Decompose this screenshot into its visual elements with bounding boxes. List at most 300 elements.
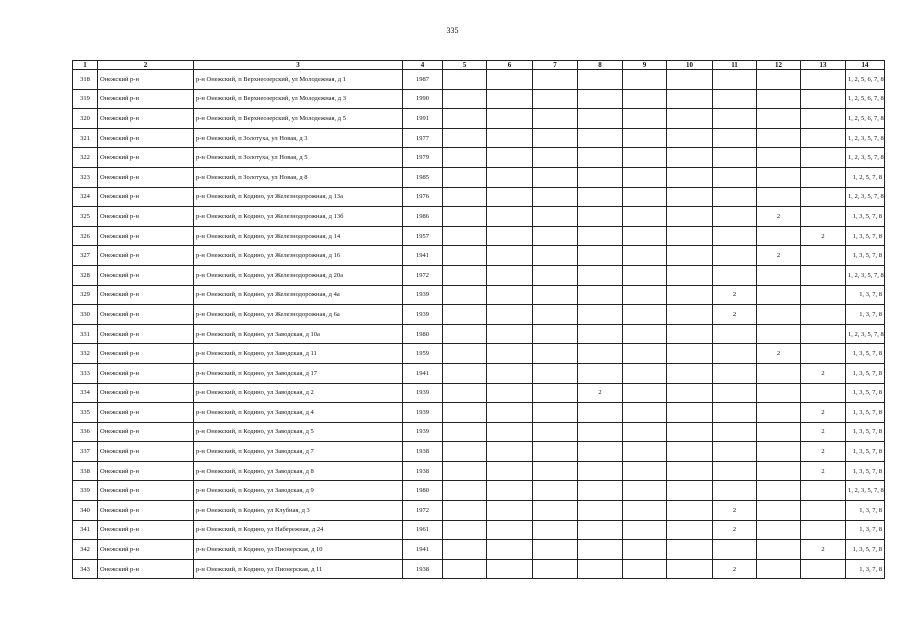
district-cell: Онежский р-н (98, 540, 194, 560)
row-number: 340 (73, 501, 98, 521)
value-cell (713, 344, 757, 364)
value-cell (578, 89, 623, 109)
district-cell: Онежский р-н (98, 265, 194, 285)
value-cell (533, 305, 578, 325)
table-row (73, 520, 885, 540)
address-cell: р-н Онежский, п Золотуха, ул Новая, д 3 (194, 128, 403, 148)
value-cell (667, 70, 713, 90)
value-cell (801, 383, 846, 403)
column-header: 3 (194, 61, 403, 70)
district-cell: Онежский р-н (98, 148, 194, 168)
row-number: 322 (73, 148, 98, 168)
address-cell: р-н Онежский, п Кодино, ул Пионерская, д 11 (194, 559, 403, 579)
row-number: 326 (73, 226, 98, 246)
value-cell (801, 344, 846, 364)
value-cell (443, 363, 487, 383)
row-number: 323 (73, 167, 98, 187)
value-cell (667, 501, 713, 521)
address-cell: р-н Онежский, п Кодино, ул Заводская, д 4 (194, 403, 403, 423)
address-cell: р-н Онежский, п Верхнеозерский, ул Молодежная, д 5 (194, 109, 403, 129)
row-number: 332 (73, 344, 98, 364)
value-cell (757, 403, 801, 423)
value-cell (533, 501, 578, 521)
value-cell (443, 442, 487, 462)
value-cell (667, 422, 713, 442)
column-header: 12 (757, 61, 801, 70)
address-cell: р-н Онежский, п Кодино, ул Заводская, д 10а (194, 324, 403, 344)
table-row (73, 167, 885, 187)
value-cell (801, 481, 846, 501)
year-cell: 1972 (403, 265, 443, 285)
value-cell (801, 109, 846, 129)
value-cell (801, 265, 846, 285)
value-cell (713, 128, 757, 148)
codes-cell: 1, 3, 5, 7, 8 (846, 461, 885, 481)
value-cell (713, 167, 757, 187)
value-cell (443, 383, 487, 403)
value-cell (487, 344, 533, 364)
row-number: 330 (73, 305, 98, 325)
value-cell (667, 207, 713, 227)
codes-cell: 1, 3, 5, 7, 8 (846, 246, 885, 266)
value-cell (757, 461, 801, 481)
value-cell (533, 285, 578, 305)
value-cell (757, 383, 801, 403)
codes-cell: 1, 2, 5, 6, 7, 8 (846, 70, 885, 90)
district-cell: Онежский р-н (98, 442, 194, 462)
table-row (73, 265, 885, 285)
year-cell: 1985 (403, 167, 443, 187)
column-header: 1 (73, 61, 98, 70)
address-cell: р-н Онежский, п Кодино, ул Пионерская, д 10 (194, 540, 403, 560)
value-cell (487, 109, 533, 129)
value-cell (667, 167, 713, 187)
table-row (73, 363, 885, 383)
value-cell (623, 363, 667, 383)
table-row (73, 383, 885, 403)
district-cell: Онежский р-н (98, 501, 194, 521)
value-cell (667, 520, 713, 540)
value-cell (443, 285, 487, 305)
value-cell (623, 403, 667, 423)
row-number: 339 (73, 481, 98, 501)
value-cell (713, 70, 757, 90)
value-cell (487, 324, 533, 344)
value-cell (757, 109, 801, 129)
district-cell: Онежский р-н (98, 403, 194, 423)
year-cell: 1939 (403, 383, 443, 403)
value-cell (533, 383, 578, 403)
value-cell (578, 363, 623, 383)
value-cell (623, 461, 667, 481)
value-cell: 2 (578, 383, 623, 403)
value-cell (713, 363, 757, 383)
value-cell (443, 246, 487, 266)
value-cell (578, 70, 623, 90)
year-cell: 1980 (403, 481, 443, 501)
codes-cell: 1, 3, 5, 7, 8 (846, 226, 885, 246)
value-cell (757, 70, 801, 90)
value-cell (801, 207, 846, 227)
value-cell (757, 226, 801, 246)
year-cell: 1939 (403, 422, 443, 442)
value-cell (757, 187, 801, 207)
value-cell (667, 540, 713, 560)
year-cell: 1959 (403, 344, 443, 364)
address-cell: р-н Онежский, п Кодино, ул Заводская, д 8 (194, 461, 403, 481)
column-header: 13 (801, 61, 846, 70)
row-number: 327 (73, 246, 98, 266)
value-cell (443, 344, 487, 364)
year-cell: 1938 (403, 461, 443, 481)
header-row (73, 61, 885, 70)
year-cell: 1938 (403, 442, 443, 462)
row-number: 321 (73, 128, 98, 148)
year-cell: 1986 (403, 207, 443, 227)
value-cell (801, 324, 846, 344)
value-cell (801, 167, 846, 187)
value-cell (578, 481, 623, 501)
value-cell (757, 520, 801, 540)
value-cell (533, 167, 578, 187)
table-row (73, 246, 885, 266)
value-cell (443, 540, 487, 560)
row-number: 338 (73, 461, 98, 481)
value-cell (578, 442, 623, 462)
district-cell: Онежский р-н (98, 324, 194, 344)
value-cell (443, 461, 487, 481)
district-cell: Онежский р-н (98, 285, 194, 305)
district-cell: Онежский р-н (98, 559, 194, 579)
value-cell (667, 89, 713, 109)
value-cell (667, 383, 713, 403)
district-cell: Онежский р-н (98, 383, 194, 403)
codes-cell: 1, 3, 7, 8 (846, 501, 885, 521)
value-cell (713, 187, 757, 207)
row-number: 320 (73, 109, 98, 129)
address-cell: р-н Онежский, п Кодино, ул Железнодорожная, д 4а (194, 285, 403, 305)
value-cell (757, 422, 801, 442)
district-cell: Онежский р-н (98, 422, 194, 442)
value-cell (667, 403, 713, 423)
column-header: 4 (403, 61, 443, 70)
value-cell (757, 363, 801, 383)
value-cell (487, 520, 533, 540)
value-cell (533, 207, 578, 227)
value-cell: 2 (713, 305, 757, 325)
table-row (73, 89, 885, 109)
row-number: 331 (73, 324, 98, 344)
year-cell: 1939 (403, 305, 443, 325)
column-header: 10 (667, 61, 713, 70)
value-cell (757, 481, 801, 501)
value-cell (801, 305, 846, 325)
value-cell (757, 265, 801, 285)
value-cell (443, 520, 487, 540)
value-cell (623, 285, 667, 305)
value-cell (533, 226, 578, 246)
value-cell (757, 285, 801, 305)
table-row (73, 128, 885, 148)
table-row (73, 403, 885, 423)
value-cell (801, 70, 846, 90)
codes-cell: 1, 3, 5, 7, 8 (846, 383, 885, 403)
row-number: 343 (73, 559, 98, 579)
value-cell: 2 (801, 226, 846, 246)
value-cell (578, 422, 623, 442)
value-cell (667, 265, 713, 285)
value-cell (623, 128, 667, 148)
value-cell (487, 207, 533, 227)
address-cell: р-н Онежский, п Кодино, ул Железнодорожная, д 6а (194, 305, 403, 325)
value-cell (623, 207, 667, 227)
value-cell (667, 109, 713, 129)
value-cell (487, 285, 533, 305)
year-cell: 1979 (403, 148, 443, 168)
value-cell (487, 89, 533, 109)
address-cell: р-н Онежский, п Кодино, ул Заводская, д 9 (194, 481, 403, 501)
value-cell (667, 363, 713, 383)
value-cell (623, 148, 667, 168)
table-row (73, 187, 885, 207)
value-cell (713, 265, 757, 285)
value-cell (487, 148, 533, 168)
value-cell (801, 559, 846, 579)
column-header: 14 (846, 61, 885, 70)
value-cell (533, 70, 578, 90)
value-cell (578, 265, 623, 285)
value-cell (623, 305, 667, 325)
value-cell (443, 265, 487, 285)
row-number: 324 (73, 187, 98, 207)
value-cell (578, 344, 623, 364)
value-cell (801, 187, 846, 207)
value-cell (533, 324, 578, 344)
value-cell: 2 (713, 559, 757, 579)
value-cell (578, 403, 623, 423)
value-cell (667, 442, 713, 462)
value-cell (713, 324, 757, 344)
year-cell: 1980 (403, 324, 443, 344)
value-cell (667, 128, 713, 148)
value-cell: 2 (801, 363, 846, 383)
codes-cell: 1, 3, 5, 7, 8 (846, 344, 885, 364)
address-cell: р-н Онежский, п Кодино, ул Железнодорожная, д 20а (194, 265, 403, 285)
value-cell (578, 109, 623, 129)
table-row (73, 344, 885, 364)
row-number: 334 (73, 383, 98, 403)
year-cell: 1939 (403, 285, 443, 305)
district-cell: Онежский р-н (98, 128, 194, 148)
value-cell (443, 422, 487, 442)
value-cell: 2 (757, 207, 801, 227)
value-cell (667, 344, 713, 364)
column-header: 6 (487, 61, 533, 70)
value-cell (801, 148, 846, 168)
value-cell (757, 305, 801, 325)
year-cell: 1976 (403, 187, 443, 207)
value-cell (443, 559, 487, 579)
value-cell (533, 481, 578, 501)
table-row (73, 324, 885, 344)
codes-cell: 1, 3, 5, 7, 8 (846, 422, 885, 442)
value-cell (623, 481, 667, 501)
value-cell (578, 520, 623, 540)
value-cell (623, 422, 667, 442)
table-row (73, 559, 885, 579)
address-cell: р-н Онежский, п Золотуха, ул Новая, д 8 (194, 167, 403, 187)
value-cell (487, 461, 533, 481)
value-cell (713, 442, 757, 462)
codes-cell: 1, 3, 5, 7, 8 (846, 363, 885, 383)
value-cell (623, 559, 667, 579)
value-cell (443, 70, 487, 90)
year-cell: 1939 (403, 403, 443, 423)
value-cell (623, 226, 667, 246)
value-cell (533, 442, 578, 462)
column-header: 9 (623, 61, 667, 70)
value-cell (667, 305, 713, 325)
codes-cell: 1, 2, 5, 6, 7, 8 (846, 89, 885, 109)
value-cell (487, 363, 533, 383)
value-cell (801, 285, 846, 305)
value-cell (578, 167, 623, 187)
value-cell (487, 559, 533, 579)
value-cell (578, 128, 623, 148)
address-cell: р-н Онежский, п Кодино, ул Заводская, д 5 (194, 422, 403, 442)
value-cell (443, 128, 487, 148)
value-cell (578, 246, 623, 266)
district-cell: Онежский р-н (98, 363, 194, 383)
row-number: 342 (73, 540, 98, 560)
district-cell: Онежский р-н (98, 305, 194, 325)
value-cell: 2 (713, 285, 757, 305)
address-cell: р-н Онежский, п Кодино, ул Заводская, д 11 (194, 344, 403, 364)
value-cell (623, 70, 667, 90)
value-cell (578, 461, 623, 481)
year-cell: 1941 (403, 246, 443, 266)
table-row (73, 148, 885, 168)
table-row (73, 461, 885, 481)
value-cell (667, 324, 713, 344)
codes-cell: 1, 2, 3, 5, 7, 8 (846, 187, 885, 207)
value-cell: 2 (801, 403, 846, 423)
value-cell (487, 383, 533, 403)
value-cell (713, 461, 757, 481)
value-cell (533, 520, 578, 540)
value-cell (578, 285, 623, 305)
district-cell: Онежский р-н (98, 520, 194, 540)
year-cell: 1972 (403, 501, 443, 521)
address-cell: р-н Онежский, п Золотуха, ул Новая, д 5 (194, 148, 403, 168)
value-cell: 2 (801, 422, 846, 442)
year-cell: 1941 (403, 540, 443, 560)
address-cell: р-н Онежский, п Кодино, ул Железнодорожная, д 13а (194, 187, 403, 207)
row-number: 336 (73, 422, 98, 442)
district-cell: Онежский р-н (98, 344, 194, 364)
table-body (73, 70, 885, 579)
value-cell (578, 187, 623, 207)
codes-cell: 1, 3, 7, 8 (846, 520, 885, 540)
table-row (73, 207, 885, 227)
year-cell: 1957 (403, 226, 443, 246)
value-cell (801, 520, 846, 540)
value-cell (713, 403, 757, 423)
value-cell (578, 501, 623, 521)
value-cell (801, 501, 846, 521)
value-cell: 2 (801, 540, 846, 560)
value-cell (801, 246, 846, 266)
value-cell (487, 481, 533, 501)
value-cell (443, 207, 487, 227)
row-number: 319 (73, 89, 98, 109)
table-row (73, 501, 885, 521)
codes-cell: 1, 2, 3, 5, 7, 8 (846, 148, 885, 168)
value-cell (801, 89, 846, 109)
address-cell: р-н Онежский, п Кодино, ул Железнодорожная, д 13б (194, 207, 403, 227)
district-cell: Онежский р-н (98, 461, 194, 481)
district-cell: Онежский р-н (98, 187, 194, 207)
codes-cell: 1, 3, 5, 7, 8 (846, 403, 885, 423)
district-cell: Онежский р-н (98, 109, 194, 129)
value-cell (487, 265, 533, 285)
value-cell (578, 226, 623, 246)
value-cell (713, 148, 757, 168)
value-cell (757, 167, 801, 187)
codes-cell: 1, 3, 5, 7, 8 (846, 207, 885, 227)
address-cell: р-н Онежский, п Кодино, ул Заводская, д 7 (194, 442, 403, 462)
value-cell (533, 540, 578, 560)
year-cell: 1941 (403, 363, 443, 383)
value-cell: 2 (713, 520, 757, 540)
value-cell (757, 148, 801, 168)
codes-cell: 1, 2, 3, 5, 7, 8 (846, 324, 885, 344)
codes-cell: 1, 3, 5, 7, 8 (846, 540, 885, 560)
value-cell (623, 167, 667, 187)
value-cell (533, 559, 578, 579)
value-cell (533, 128, 578, 148)
row-number: 335 (73, 403, 98, 423)
address-cell: р-н Онежский, п Кодино, ул Железнодорожная, д 16 (194, 246, 403, 266)
value-cell (713, 481, 757, 501)
value-cell (757, 324, 801, 344)
value-cell (578, 148, 623, 168)
page-number: 335 (446, 26, 459, 35)
value-cell (443, 109, 487, 129)
column-header: 7 (533, 61, 578, 70)
value-cell: 2 (713, 501, 757, 521)
value-cell (578, 207, 623, 227)
value-cell (757, 442, 801, 462)
value-cell (487, 167, 533, 187)
column-header: 2 (98, 61, 194, 70)
district-cell: Онежский р-н (98, 246, 194, 266)
value-cell (667, 246, 713, 266)
year-cell: 1977 (403, 128, 443, 148)
value-cell (623, 324, 667, 344)
value-cell (713, 207, 757, 227)
value-cell (487, 70, 533, 90)
value-cell (713, 422, 757, 442)
column-header: 11 (713, 61, 757, 70)
row-number: 318 (73, 70, 98, 90)
value-cell: 2 (801, 442, 846, 462)
address-cell: р-н Онежский, п Кодино, ул Набережная, д 24 (194, 520, 403, 540)
year-cell: 1961 (403, 520, 443, 540)
value-cell (623, 344, 667, 364)
codes-cell: 1, 3, 7, 8 (846, 285, 885, 305)
value-cell (713, 540, 757, 560)
